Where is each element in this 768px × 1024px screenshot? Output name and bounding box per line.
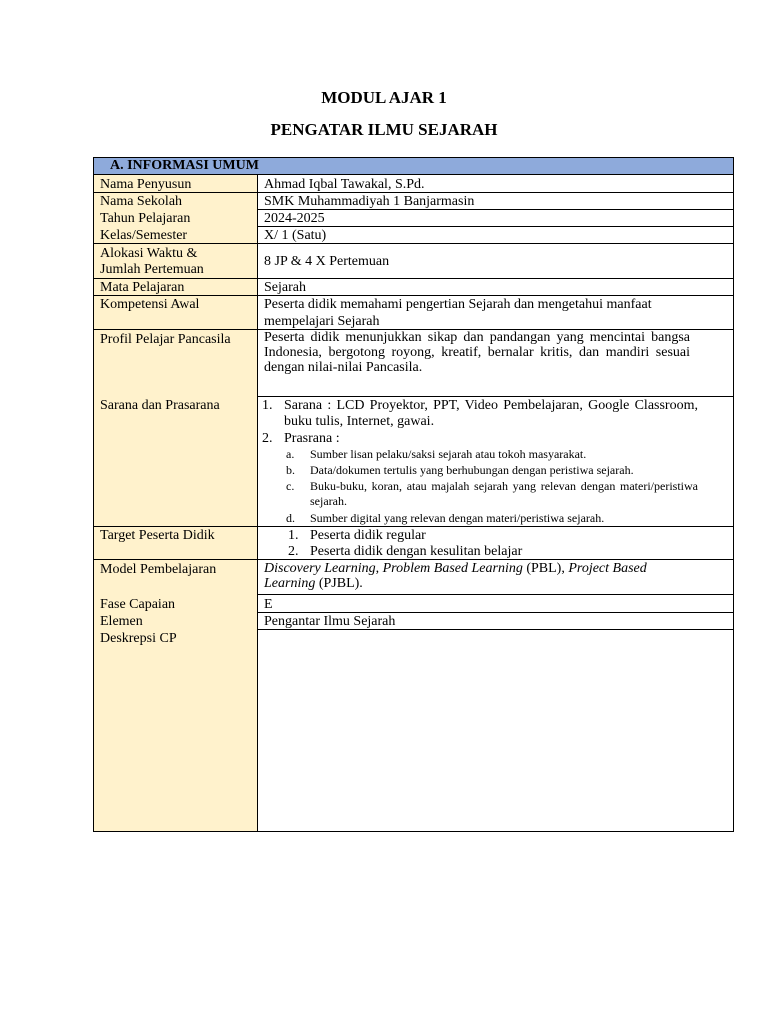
model-pbl: Problem Based Learning [382,561,523,576]
label-kompetensi-awal: Kompetensi Awal [100,297,200,312]
label-nama-penyusun: Nama Penyusun [100,177,192,192]
prasarana-sub-a-text: Sumber lisan pelaku/saksi sejarah atau tokoh masyarakat. [310,447,587,461]
model-pbl-abbr: (PBL), [522,561,569,576]
label-nama-sekolah: Nama Sekolah [100,194,183,209]
prasarana-sub-c-number: c. [286,479,295,493]
prasarana-sub-b-number: b. [286,463,295,477]
target-item-2-number: 2. [288,544,299,559]
value-nama-sekolah: SMK Muhammadiyah 1 Banjarmasin [264,194,475,209]
value-fase: E [264,597,273,612]
label-profil-pelajar: Profil Pelajar Pancasila [100,332,231,347]
document-title: MODUL AJAR 1 [321,88,447,107]
label-deskripsi: Deskrepsi CP [100,631,177,646]
sarana-item-1-number: 1. [262,398,273,413]
label-kelas-semester: Kelas/Semester [100,228,188,243]
document-subtitle: PENGATAR ILMU SEJARAH [270,120,498,139]
value-nama-penyusun: Ahmad Iqbal Tawakal, S.Pd. [264,177,425,192]
label-model: Model Pembelajaran [100,562,217,577]
prasarana-sub-a-number: a. [286,447,295,461]
value-tahun-pelajaran: 2024-2025 [264,211,325,226]
value-profil-pelajar: Peserta didik menunjukkan sikap dan pandangan yang mencintai bangsa Indonesia, bergotong royong, kreatif, bernalar kritis, dan mandiri sesuai dengan nilai-nilai Pancasila. [264,330,690,375]
model-discovery: Discovery Learning [264,561,376,576]
value-model [264,561,694,591]
target-item-1-number: 1. [288,528,299,543]
target-item-1-text: Peserta didik regular [310,528,426,543]
value-mata-pelajaran: Sejarah [264,280,306,295]
sarana-item-2-text: Prasrana : [284,431,340,446]
label-fase: Fase Capaian [100,597,176,612]
value-alokasi-waktu: 8 JP & 4 X Pertemuan [264,254,390,269]
label-alokasi-waktu-2: Jumlah Pertemuan [100,262,204,277]
info-table [93,157,734,832]
value-kompetensi-awal-1: Peserta didik memahami pengertian Sejarah dan mengetahui manfaat [264,297,652,312]
model-pjbl: Project Based Learning [264,561,647,591]
prasarana-sub-d-text: Sumber digital yang relevan dengan materi/peristiwa sejarah. [310,511,605,525]
target-item-2-text: Peserta didik dengan kesulitan belajar [310,544,523,559]
prasarana-sub-b-text: Data/dokumen tertulis yang berhubungan dengan peristiwa sejarah. [310,463,634,477]
prasarana-sub-d-number: d. [286,511,295,525]
section-header-text: A. INFORMASI UMUM [110,158,259,173]
section-header [94,158,733,175]
sarana-item-2-number: 2. [262,431,273,446]
value-elemen: Pengantar Ilmu Sejarah [264,614,396,629]
prasarana-sub-c-text: Buku-buku, koran, atau majalah sejarah yang relevan dengan materi/peristiwa sejarah. [310,479,698,508]
label-mata-pelajaran: Mata Pelajaran [100,280,185,295]
label-alokasi-waktu-1: Alokasi Waktu & [100,246,198,261]
label-elemen: Elemen [100,614,143,629]
value-kelas-semester: X/ 1 (Satu) [264,228,327,243]
sarana-item-1-text: Sarana : LCD Proyektor, PPT, Video Pembelajaran, Google Classroom, buku tulis, Internet, gawai. [284,398,698,429]
label-tahun-pelajaran: Tahun Pelajaran [100,211,191,226]
label-target: Target Peserta Didik [100,528,215,543]
label-sarana: Sarana dan Prasarana [100,398,220,413]
value-kompetensi-awal-2: mempelajari Sejarah [264,314,380,329]
model-pjbl-abbr: (PJBL). [315,576,363,591]
model-separator: , [375,561,383,576]
